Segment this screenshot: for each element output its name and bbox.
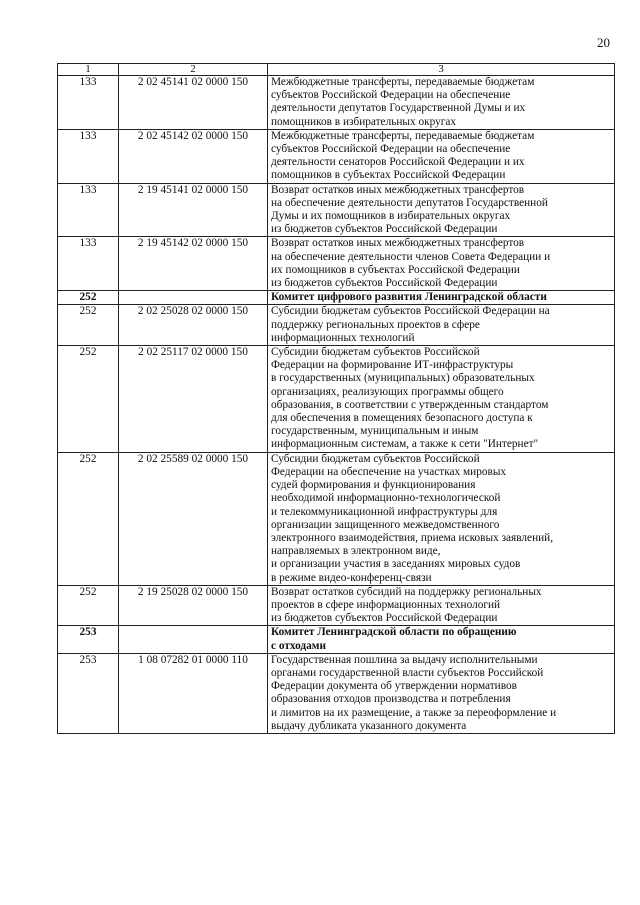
budget-code-cell: 2 19 45142 02 0000 150 — [119, 237, 268, 291]
description-line: субъектов Российской Федерации на обеспечение — [271, 143, 511, 156]
admin-code-cell: 253 — [58, 653, 119, 733]
admin-code-cell: 133 — [58, 76, 119, 130]
description-cell — [268, 653, 615, 733]
description-line: Комитет Ленинградской области по обращению — [271, 626, 517, 639]
budget-code-cell: 2 19 45141 02 0000 150 — [119, 183, 268, 237]
description-line: из бюджетов субъектов Российской Федерации — [271, 612, 498, 625]
description-line: их помощников в субъектах Российской Федерации — [271, 263, 520, 276]
admin-code-cell: 253 — [58, 626, 119, 653]
description-line: Федерации на формирование ИТ-инфраструктуры — [271, 359, 514, 372]
budget-classification-table — [57, 63, 615, 734]
budget-code-cell: 2 02 45141 02 0000 150 — [119, 76, 268, 130]
description-cell — [268, 452, 615, 585]
description-line: направляемых в электронном виде, — [271, 545, 441, 558]
description-line: информационным системам, а также к сети "Интернет" — [271, 438, 539, 451]
description-line: органами государственной власти субъектов Российской — [271, 666, 544, 679]
description-line: из бюджетов субъектов Российской Федерации — [271, 223, 498, 236]
description-line: деятельности депутатов Государственной Думы и их — [271, 102, 526, 115]
description-line: с отходами — [271, 639, 326, 652]
description-line: Возврат остатков иных межбюджетных трансфертов — [271, 237, 525, 250]
description-line: Возврат остатков субсидий на поддержку региональных — [271, 585, 542, 598]
admin-code-cell: 133 — [58, 129, 119, 183]
description-line: проектов в сфере информационных технологий — [271, 598, 501, 611]
budget-code-cell: 2 02 25117 02 0000 150 — [119, 346, 268, 453]
admin-code-cell: 133 — [58, 183, 119, 237]
column-number-2: 2 — [119, 64, 268, 76]
admin-code-cell: 252 — [58, 291, 119, 305]
description-line: Межбюджетные трансферты, передаваемые бюджетам — [271, 76, 535, 88]
description-line: Комитет цифрового развития Ленинградской области — [271, 291, 547, 304]
table-row — [58, 237, 615, 291]
description-line: помощников в избирательных округах — [271, 115, 457, 128]
section-header-row — [58, 291, 615, 305]
description-line: Федерации документа об утверждении нормативов — [271, 680, 517, 693]
admin-code-cell: 252 — [58, 346, 119, 453]
description-line: выдачу дубликата указанного документа — [271, 719, 467, 732]
table-row — [58, 305, 615, 346]
table-row — [58, 129, 615, 183]
description-line: Возврат остатков иных межбюджетных трансфертов — [271, 183, 525, 196]
description-line: Думы и их помощников в избирательных округах — [271, 210, 511, 223]
table-body — [58, 64, 615, 734]
column-number-row — [58, 64, 615, 76]
description-line: организации защищенного межведомственного — [271, 518, 500, 531]
budget-code-cell: 1 08 07282 01 0000 110 — [119, 653, 268, 733]
admin-code-cell: 252 — [58, 305, 119, 346]
description-line: Федерации на обеспечение на участках мировых — [271, 465, 507, 478]
description-line: образования отходов производства и потребления — [271, 693, 511, 706]
budget-code-cell: 2 19 25028 02 0000 150 — [119, 585, 268, 626]
description-line: и организации участия в заседаниях мировых судов — [271, 558, 521, 571]
description-line: необходимой информационно-технологической — [271, 492, 501, 505]
column-number-3: 3 — [268, 64, 615, 76]
description-cell — [268, 129, 615, 183]
description-line: на обеспечение деятельности депутатов Государственной — [271, 196, 548, 209]
description-line: и лимитов на их размещение, а также за переоформление и — [271, 706, 557, 719]
description-line: Государственная пошлина за выдачу исполнительными — [271, 653, 538, 666]
description-line: деятельности сенаторов Российской Федерации и их — [271, 156, 525, 169]
description-line: Субсидии бюджетам субъектов Российской — [271, 346, 480, 359]
table-row — [58, 585, 615, 626]
description-line: Субсидии бюджетам субъектов Российской Федерации на — [271, 305, 550, 318]
section-header-row — [58, 626, 615, 653]
table-row — [58, 653, 615, 733]
budget-code-cell — [119, 291, 268, 305]
table-row — [58, 452, 615, 585]
description-line: субъектов Российской Федерации на обеспечение — [271, 89, 511, 102]
column-number-1: 1 — [58, 64, 119, 76]
description-cell — [268, 585, 615, 626]
description-cell — [268, 626, 615, 653]
description-line: информационных технологий — [271, 331, 415, 344]
description-cell — [268, 237, 615, 291]
description-line: судей формирования и функционирования — [271, 479, 476, 492]
description-cell — [268, 291, 615, 305]
description-line: Межбюджетные трансферты, передаваемые бюджетам — [271, 129, 535, 142]
description-line: поддержку региональных проектов в сфере — [271, 318, 480, 331]
admin-code-cell: 252 — [58, 452, 119, 585]
description-line: Субсидии бюджетам субъектов Российской — [271, 452, 480, 465]
table-row — [58, 183, 615, 237]
table-row — [58, 346, 615, 453]
page-number: 20 — [597, 35, 610, 50]
budget-code-cell: 2 02 25028 02 0000 150 — [119, 305, 268, 346]
description-line: организациях, реализующих программы общего — [271, 385, 504, 398]
description-line: помощников в субъектах Российской Федерации — [271, 169, 506, 182]
description-line: в государственных (муниципальных) образовательных — [271, 372, 535, 385]
budget-code-cell: 2 02 25589 02 0000 150 — [119, 452, 268, 585]
admin-code-cell: 252 — [58, 585, 119, 626]
description-line: из бюджетов субъектов Российской Федерации — [271, 277, 498, 290]
description-line: государственным, муниципальным и иным — [271, 425, 479, 438]
budget-code-cell — [119, 626, 268, 653]
description-line: электронного взаимодействия, приема исковых заявлений, — [271, 531, 554, 544]
description-line: и телекоммуникационной инфраструктуры для — [271, 505, 498, 518]
description-cell — [268, 305, 615, 346]
admin-code-cell: 133 — [58, 237, 119, 291]
description-line: для обеспечения в помещениях безопасного доступа к — [271, 412, 533, 425]
description-cell — [268, 183, 615, 237]
description-line: на обеспечение деятельности членов Совета Федерации и — [271, 250, 551, 263]
description-line: в режиме видео-конференц-связи — [271, 571, 432, 584]
description-line: образования, в соответствии с утвержденным стандартом — [271, 398, 549, 411]
budget-code-cell: 2 02 45142 02 0000 150 — [119, 129, 268, 183]
description-cell — [268, 346, 615, 453]
description-cell — [268, 76, 615, 130]
table-row — [58, 76, 615, 130]
